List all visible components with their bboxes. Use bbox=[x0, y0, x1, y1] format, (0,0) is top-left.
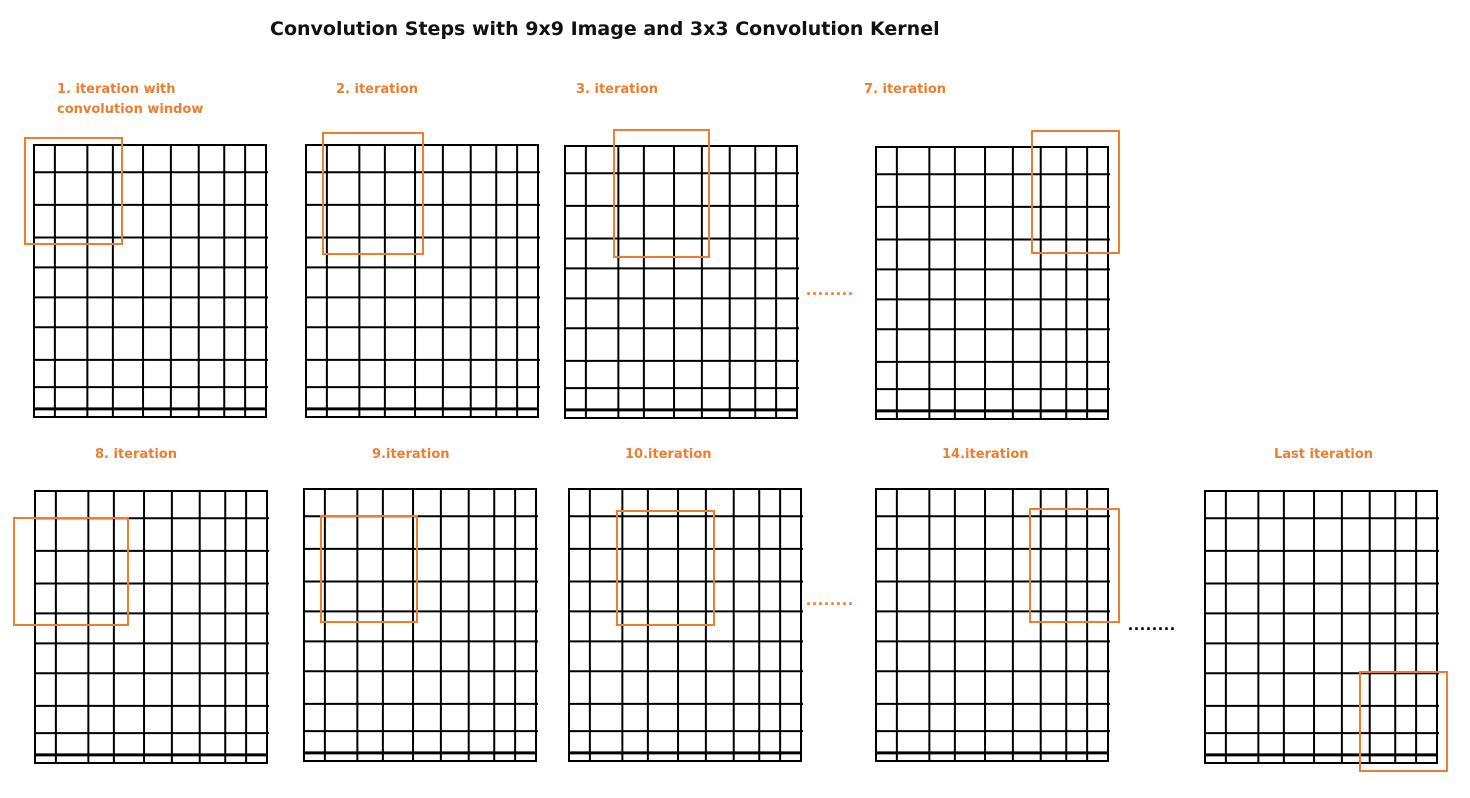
convolution-window-iter10 bbox=[617, 511, 714, 625]
label-iteration-1-line2: convolution window bbox=[57, 102, 204, 117]
grid-border bbox=[304, 489, 536, 761]
grid-border bbox=[876, 147, 1108, 419]
ellipsis-row2-a: ........ bbox=[806, 589, 855, 609]
ellipsis-row1: ........ bbox=[806, 279, 855, 299]
convolution-window-iter8 bbox=[14, 518, 128, 625]
label-iteration-14: 14.iteration bbox=[942, 447, 1029, 462]
label-iteration-2: 2. iteration bbox=[336, 82, 419, 97]
label-iteration-8: 8. iteration bbox=[95, 447, 178, 462]
grid-border bbox=[876, 489, 1108, 761]
grid-border bbox=[34, 145, 266, 417]
grid-panel-last bbox=[1205, 491, 1439, 763]
convolution-window-iter9 bbox=[321, 516, 417, 622]
label-iteration-9: 9.iteration bbox=[372, 447, 450, 462]
convolution-window-iter14 bbox=[1030, 509, 1119, 622]
grid-panel-iter3 bbox=[565, 146, 799, 418]
label-last-iteration: Last iteration bbox=[1274, 447, 1374, 462]
grid-panel-iter7 bbox=[876, 147, 1110, 419]
convolution-window-iter7 bbox=[1032, 131, 1119, 253]
grid-border bbox=[35, 491, 267, 763]
grid-panel-iter9 bbox=[304, 489, 538, 761]
grid-border bbox=[1205, 491, 1437, 763]
label-iteration-3: 3. iteration bbox=[576, 82, 659, 97]
grid-panel-iter14 bbox=[876, 489, 1110, 761]
grid-panel-iter1 bbox=[34, 145, 268, 417]
label-iteration-7: 7. iteration bbox=[864, 82, 947, 97]
label-iteration-1-line1: 1. iteration with bbox=[57, 82, 176, 97]
diagram-title: Convolution Steps with 9x9 Image and 3x3 Convolution Kernel bbox=[270, 18, 940, 40]
label-iteration-10: 10.iteration bbox=[625, 447, 712, 462]
convolution-window-iter2 bbox=[323, 133, 423, 254]
ellipsis-row2-b: ........ bbox=[1128, 614, 1177, 634]
grid-panel-iter8 bbox=[35, 491, 269, 763]
grid-border bbox=[565, 146, 797, 418]
convolution-window-iter1 bbox=[25, 138, 122, 244]
